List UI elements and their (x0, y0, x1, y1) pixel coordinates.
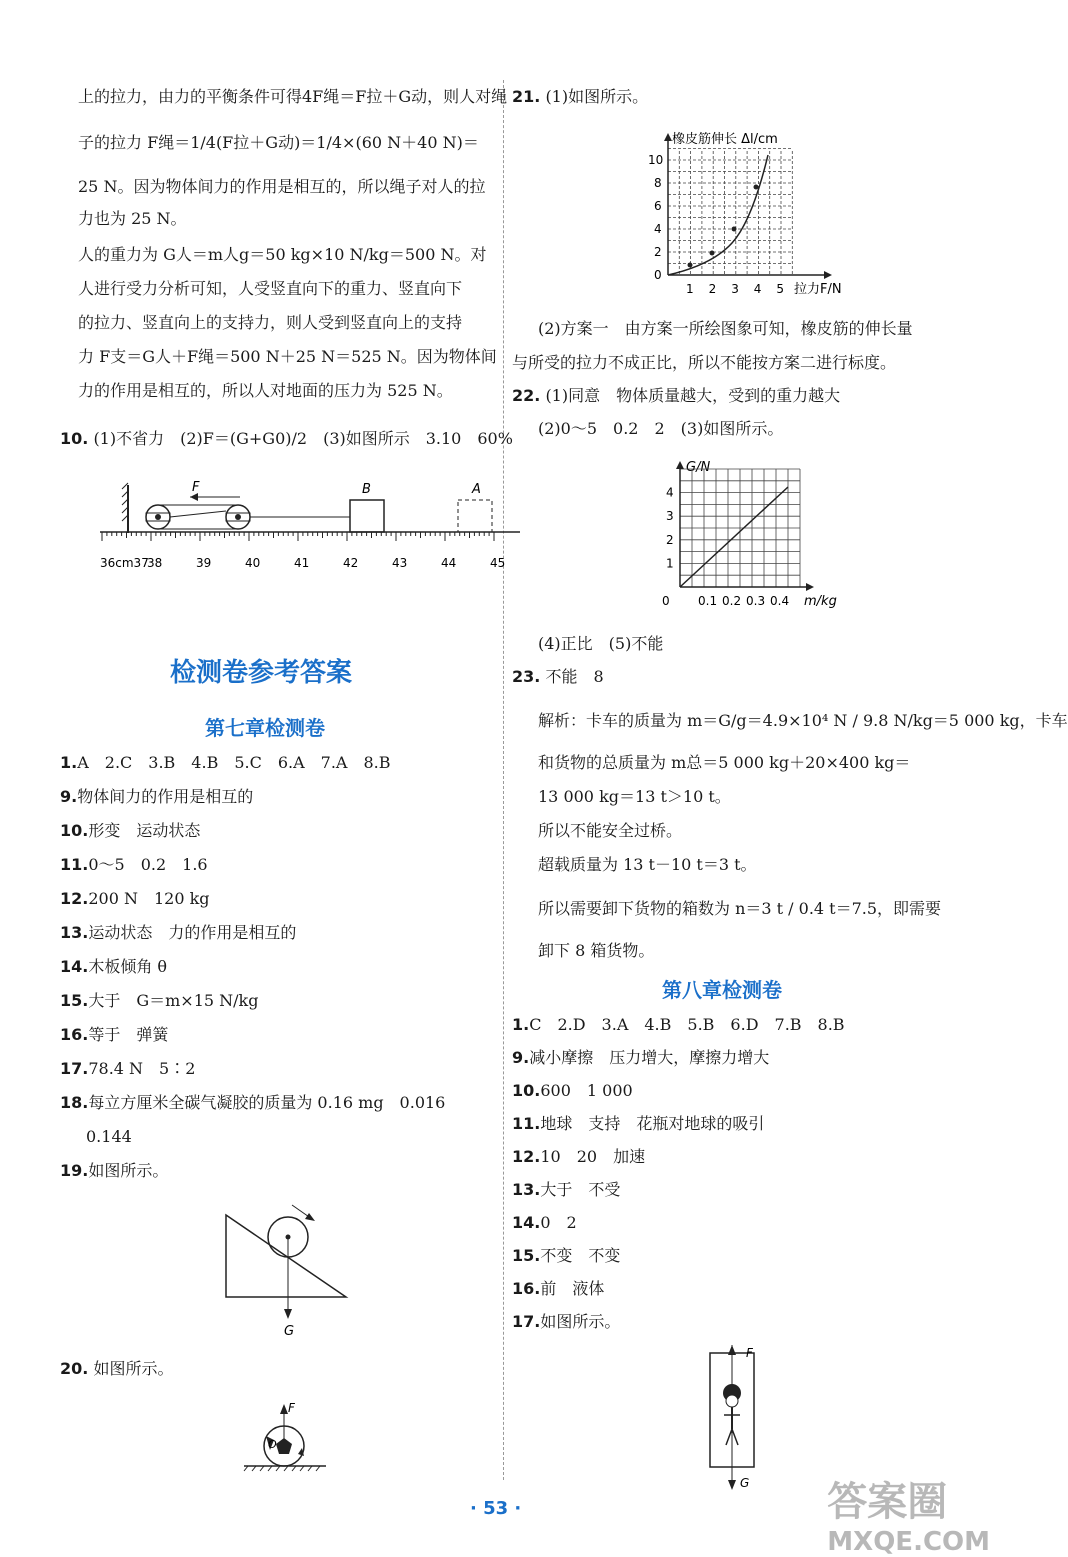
text-line: 所以不能安全过桥。 (538, 821, 683, 840)
watermark (827, 1470, 990, 1557)
ruler-tick-label: 40 (245, 556, 261, 570)
y-tick-label: 2 (654, 245, 662, 259)
answer-row (60, 786, 253, 808)
y-tick-label: 0 (654, 268, 662, 282)
answer-text: 运动状态 力的作用是相互的 (88, 923, 297, 942)
answer-row (86, 1126, 132, 1148)
answer-row (512, 1179, 620, 1201)
answer-text: 前 液体 (540, 1279, 605, 1298)
gravity-label: G (284, 1324, 295, 1339)
question-number: 11. (60, 855, 89, 874)
question-number: 14. (512, 1213, 541, 1232)
answer-text: 如图所示。 (93, 1359, 174, 1378)
ruler-tick-label: 39 (196, 556, 212, 570)
watermark-logo-text: 答案圈 (827, 1479, 948, 1525)
question-number: 15. (60, 991, 89, 1010)
answer-row (60, 1058, 195, 1080)
answer-text: (1)如图所示。 (545, 87, 649, 106)
pulley-figure (100, 475, 520, 575)
page-number: · 53 · (470, 1498, 522, 1519)
y-tick-label: 6 (654, 199, 662, 213)
question-number: 14. (60, 957, 89, 976)
force-label: F (192, 480, 200, 495)
question-number: 12. (60, 889, 89, 908)
ball-figure (240, 1398, 340, 1473)
answer-text: 0.144 (86, 1127, 132, 1146)
question-number: 16. (60, 1025, 89, 1044)
text-line: 力的作用是相互的，所以人对地面的压力为 525 N。 (78, 381, 453, 400)
y-tick-label: 10 (648, 153, 664, 167)
text-line: 13 000 kg＝13 t＞10 t。 (538, 787, 731, 806)
question-number: 12. (512, 1147, 541, 1166)
answer-text: 0 2 (540, 1213, 577, 1232)
answer-text: 大于 不受 (540, 1180, 621, 1199)
column-divider (503, 80, 504, 1480)
answer-row (60, 752, 391, 774)
answer-text: (1)同意 物体质量越大，受到的重力越大 (545, 386, 841, 405)
x-tick-label: 3 (731, 282, 739, 296)
y-tick-label: 8 (654, 176, 662, 190)
text-line: 卸下 8 箱货物。 (538, 941, 655, 960)
answer-text: 10 20 加速 (540, 1147, 646, 1166)
question-number: 10. (60, 821, 89, 840)
text-line: 的拉力、竖直向上的支持力，则人受到竖直向上的支持 (78, 313, 463, 332)
answer-text: 形变 运动状态 (88, 821, 201, 840)
question-number: 9. (512, 1048, 530, 1067)
question-20 (60, 1358, 173, 1380)
answer-text: 等于 弹簧 (88, 1025, 169, 1044)
block-a-label: A (472, 482, 481, 497)
answer-text: 不变 不变 (540, 1246, 621, 1265)
answer-text: 600 1 000 (540, 1081, 633, 1100)
question-number: 11. (512, 1114, 541, 1133)
answer-row (512, 1014, 845, 1036)
answer-row (60, 854, 208, 876)
question-number: 19. (60, 1161, 89, 1180)
answer-row (60, 922, 296, 944)
question-number: 10. (60, 429, 89, 448)
text-line: 和货物的总质量为 m总＝5 000 kg＋20×400 kg＝ (538, 753, 911, 772)
question-number: 17. (60, 1059, 89, 1078)
rubber-band-chart (642, 125, 862, 300)
y-axis-label: 橡皮筋伸长 Δl/cm (672, 132, 778, 147)
question-number: 13. (512, 1180, 541, 1199)
ruler-tick-label: 44 (441, 556, 457, 570)
answer-row (60, 1160, 168, 1182)
text-line: 所以需要卸下货物的箱数为 n＝3 t / 0.4 t＝7.5，即需要 (538, 899, 942, 918)
text-line: 人的重力为 G人＝m人g＝50 kg×10 N/kg＝500 N。对 (78, 245, 487, 264)
section-title: 检测卷参考答案 (170, 658, 353, 688)
question-number: 18. (60, 1093, 89, 1112)
origin-label: O (268, 1438, 277, 1451)
answer-row (512, 1245, 620, 1267)
ruler-tick-label: 41 (294, 556, 310, 570)
answer-text: 每立方厘米全碳气凝胶的质量为 0.16 mg 0.016 (88, 1093, 446, 1112)
question-number: 13. (60, 923, 89, 942)
x-axis-label: 拉力F/N (794, 282, 842, 297)
text-line: 25 N。因为物体间力的作用是相互的，所以绳子对人的拉 (78, 177, 486, 196)
question-number: 20. (60, 1359, 89, 1378)
answer-text: 不能 8 (545, 667, 604, 686)
x-tick-label: 0.4 (770, 594, 790, 608)
x-tick-label: 0.3 (746, 594, 766, 608)
x-tick-label: 2 (708, 282, 717, 296)
gravity-mass-chart (662, 455, 862, 615)
force-label: F (746, 1346, 753, 1360)
answer-row (512, 1146, 645, 1168)
elevator-figure (702, 1345, 782, 1495)
question-number: 21. (512, 87, 541, 106)
answer-row (60, 1092, 445, 1114)
text-line: (2)0～5 0.2 2 (3)如图所示。 (538, 419, 784, 438)
text-line: (2)方案一 由方案一所绘图象可知，橡皮筋的伸长量 (538, 319, 913, 338)
answer-text: A 2.C 3.B 4.B 5.C 6.A 7.A 8.B (77, 753, 391, 772)
answer-row (512, 1212, 577, 1234)
text-line: 解析：卡车的质量为 m＝G/g＝4.9×10⁴ N / 9.8 N/kg＝5 000 kg，卡车 (538, 711, 1068, 730)
answer-text: 物体间力的作用是相互的 (77, 787, 254, 806)
x-tick-label: 0.1 (698, 594, 718, 608)
answer-row (512, 1113, 764, 1135)
ruler-tick-label: 42 (343, 556, 359, 570)
ruler-tick-label: 45 (490, 556, 506, 570)
ruler-tick-label: 38 (147, 556, 163, 570)
answer-text: 如图所示。 (540, 1312, 621, 1331)
answer-text: 如图所示。 (88, 1161, 169, 1180)
text-line: 人进行受力分析可知，人受竖直向下的重力、竖直向下 (78, 279, 463, 298)
text-line: (4)正比 (5)不能 (538, 634, 664, 653)
answer-row (512, 1278, 604, 1300)
block-b-label: B (362, 482, 371, 497)
answer-row (60, 956, 167, 978)
answer-text: C 2.D 3.A 4.B 5.B 6.D 7.B 8.B (529, 1015, 845, 1034)
question-number: 16. (512, 1279, 541, 1298)
question-number: 22. (512, 386, 541, 405)
incline-figure (220, 1195, 360, 1345)
answer-text: 78.4 N 5∶2 (88, 1059, 196, 1078)
text-line: 与所受的拉力不成正比，所以不能按方案二进行标度。 (512, 353, 897, 372)
question-number: 23. (512, 667, 541, 686)
text-line: 超载质量为 13 t－10 t＝3 t。 (538, 855, 757, 874)
text-line: 上的拉力，由力的平衡条件可得4F绳＝F拉＋G动，则人对绳 (78, 87, 508, 106)
x-tick-label: 0.2 (722, 594, 742, 608)
text-line: 子的拉力 F绳＝1/4(F拉＋G动)＝1/4×(60 N＋40 N)＝ (78, 133, 479, 152)
x-axis-label: m/kg (804, 594, 837, 609)
question-10 (60, 428, 513, 450)
question-number: 17. (512, 1312, 541, 1331)
x-tick-label: 4 (753, 282, 762, 296)
x-tick-label: 5 (776, 282, 785, 296)
answer-row (60, 990, 258, 1012)
gravity-label: G (740, 1476, 750, 1490)
chapter-title: 第八章检测卷 (662, 978, 782, 1002)
y-tick-label: 2 (666, 532, 674, 547)
question-number: 9. (60, 787, 78, 806)
question-22 (512, 385, 840, 407)
y-tick-label: 4 (666, 485, 674, 500)
answer-text: 200 N 120 kg (88, 889, 210, 908)
answer-row (512, 1080, 633, 1102)
answer-row (60, 888, 210, 910)
question-number: 1. (512, 1015, 530, 1034)
answer-text: 大于 G＝m×15 N/kg (88, 991, 259, 1010)
y-tick-label: 3 (666, 509, 674, 524)
question-23 (512, 666, 604, 688)
question-number: 1. (60, 753, 78, 772)
question-21 (512, 86, 648, 108)
answer-text: 木板倾角 θ (88, 957, 168, 976)
answer-text: 0～5 0.2 1.6 (88, 855, 208, 874)
answer-row (512, 1047, 769, 1069)
answer-row (60, 820, 200, 842)
answer-text: 减小摩擦 压力增大，摩擦力增大 (529, 1048, 770, 1067)
x-tick-label: 0 (662, 594, 670, 608)
y-axis-label: G/N (686, 460, 711, 475)
answer-row (60, 1024, 168, 1046)
chapter-title: 第七章检测卷 (205, 716, 325, 740)
text-line: 力也为 25 N。 (78, 209, 187, 228)
question-number: 15. (512, 1246, 541, 1265)
question-number: 10. (512, 1081, 541, 1100)
y-tick-label: 1 (666, 556, 674, 571)
text-line: 力 F支＝G人＋F绳＝500 N＋25 N＝525 N。因为物体间 (78, 347, 497, 366)
answer-text: (1)不省力 (2)F＝(G+G0)/2 (3)如图所示 3.10 60% (93, 429, 513, 448)
y-tick-label: 4 (654, 222, 662, 236)
force-label: F (288, 1401, 295, 1415)
answer-text: 地球 支持 花瓶对地球的吸引 (540, 1114, 765, 1133)
ruler-tick-label: 36cm37 (100, 556, 149, 570)
watermark-url: MXQE.COM (827, 1527, 990, 1557)
ruler-tick-label: 43 (392, 556, 408, 570)
x-tick-label: 1 (686, 282, 694, 296)
answer-row (512, 1311, 620, 1333)
